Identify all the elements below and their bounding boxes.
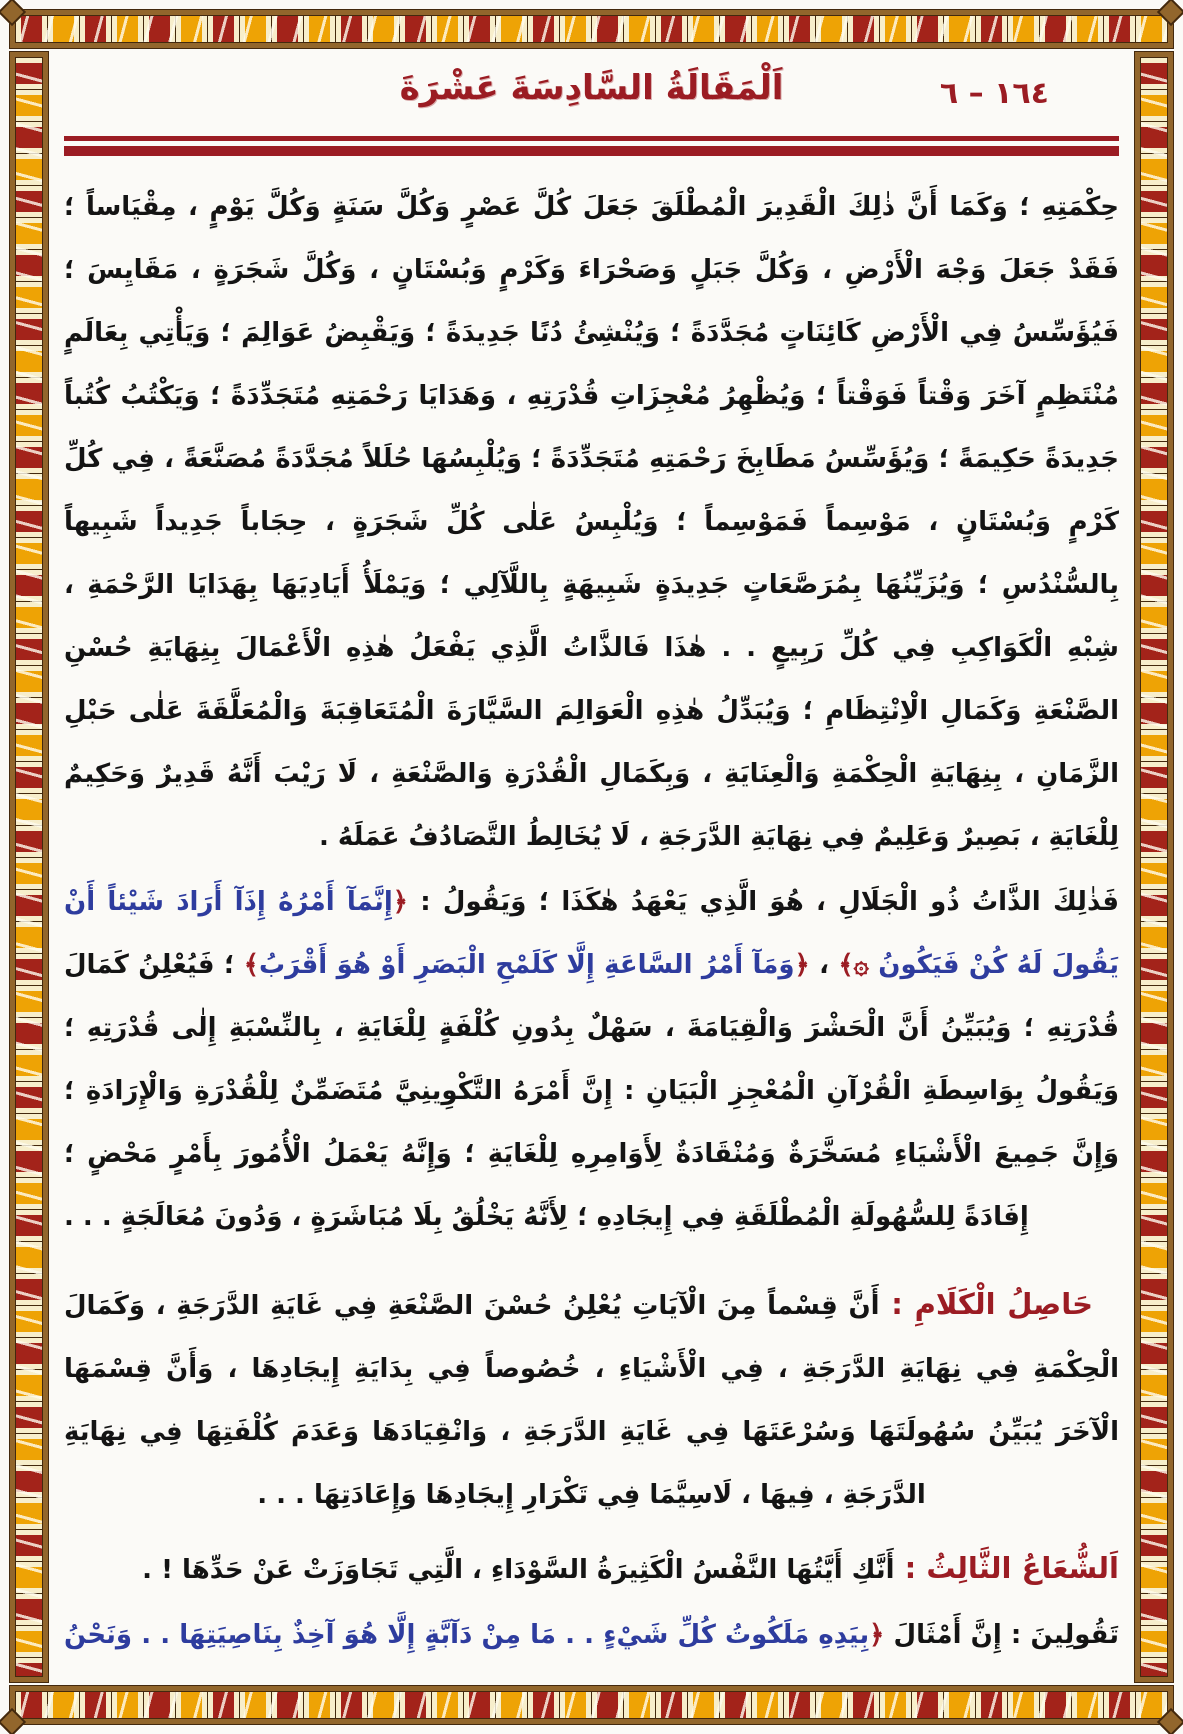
quran-verse: بِيَدِهِ مَلَكُوتُ كُلِّ شَيْءٍ . . مَا مِنْ دَآبَّةٍ إِلَّا هُوَ آخِذٌ بِنَاصِيَتِهَا . . وَنَحْنُ [64,1620,870,1650]
verses-paragraph [64,871,1119,1249]
text-run: أَنَّكِ أَيَّتُهَا النَّفْسُ الْكَثِيرَةُ السَّوْدَاءِ ، الَّتِي تَجَاوَزَتْ عَنْ حَدِّهَا ! . [142,1555,895,1585]
text-run: ؛ فَيُعْلِنُ كَمَالَ قُدْرَتِهِ ؛ وَيُبَيِّنُ أَنَّ الْحَشْرَ وَالْقِيَامَةَ ، سَهْلٌ بِدُونِ كُلْفَةٍ لِلْغَايَةِ ، بِالنِّسْبَةِ إِلٰى قُدْرَتِهِ ؛ وَيَقُولُ بِوَاسِطَةِ الْقُرْآنِ الْمُعْجِزِ الْبَيَانِ : إِنَّ أَمْرَهُ التَّكْوِينِيَّ مُتَضَمِّنٌ لِلْقُدْرَةِ وَالْإِرَادَةِ ؛ وَإِنَّ جَمِيعَ الْأَشْيَاءِ مُسَخَّرَةٌ وَمُنْقَادَةٌ لِأَوَامِرِهِ لِلْغَايَةِ ؛ وَإِنَّهُ يَعْمَلُ الْأُمُورَ بِأَمْرٍ مَحْضٍ ؛ إِفَادَةً لِلسُّهُولَةِ الْمُطْلَقَةِ فِي إِيجَادِهِ ؛ لِأَنَّهُ يَخْلُقُ بِلَا مُبَاشَرَةٍ ، وَدُونَ مُعَالَجَةٍ . . . [64,950,1119,1232]
opening-paragraph [64,176,1119,869]
summary-paragraph [64,1273,1119,1527]
section-heading: حَاصِلُ الْكَلَامِ : [879,1287,1093,1321]
text-run: ، [809,950,839,980]
quran-verse: وَمَآ أَمْرُ السَّاعَةِ إِلَّا كَلَمْحِ الْبَصَرِ أَوْ هُوَ أَقْرَبُ [258,950,795,980]
quran-verse: إِنَّمَآ أَمْرُهُ إِذَآ أَرَادَ شَيْئاً أَنْ يَقُولَ لَهُ كُنْ فَيَكُونُ [64,887,1119,980]
quran-bracket-ornament: ﴾ [243,950,259,980]
text-run: فَذٰلِكَ الذَّاتُ ذُو الْجَلَالِ ، هُوَ الَّذِي يَعْهَدُ هٰكَذَا ؛ وَيَقُولُ : [407,887,1119,917]
ornamental-border-top [10,10,1173,48]
quran-bracket-ornament: ﴿ [869,1620,885,1650]
header-divider [64,136,1119,156]
body-text [64,176,1119,1667]
page-header [64,58,1119,132]
page-content [64,58,1119,1676]
quran-bracket-ornament: ﴿ [794,950,810,980]
ornamental-border-right [1135,52,1173,1682]
quran-bracket-ornament: ۞﴾ [838,950,879,980]
text-run: حِكْمَتِهِ ؛ وَكَمَا أَنَّ ذٰلِكَ الْقَدِيرَ الْمُطْلَقَ جَعَلَ كُلَّ عَصْرٍ وَكُلَّ سَنَةٍ وَكُلَّ يَوْمٍ ، مِقْيَاساً ؛ فَقَدْ جَعَلَ وَجْهَ الْأَرْضِ ، وَكُلَّ جَبَلٍ وَصَحْرَاءَ وَكَرْمٍ وَبُسْتَانٍ ، وَكُلَّ شَجَرَةٍ ، مَقَايِسَ ؛ فَيُؤَسِّسُ فِي الْأَرْضِ كَائِنَاتٍ مُجَدَّدَةً ؛ وَيُنْشِئُ دُنًا جَدِيدَةً ؛ وَيَقْبِضُ عَوَالِمَ ؛ وَيَأْتِي بِعَالَمٍ مُنْتَظِمٍ آخَرَ وَقْتاً فَوَقْتاً ؛ وَيُظْهِرُ مُعْجِزَاتِ قُدْرَتِهِ ، وَهَدَايَا رَحْمَتِهِ مُتَجَدِّدَةً ؛ وَيَكْتُبُ كُتُباً جَدِيدَةً حَكِيمَةً ؛ وَيُؤَسِّسُ مَطَابِخَ رَحْمَتِهِ مُتَجَدِّدَةً ؛ وَيُلْبِسُهَا حُلَلاً مُجَدَّدَةً مُصَنَّعَةً ، فِي كُلِّ كَرْمٍ وَبُسْتَانٍ ، مَوْسِماً فَمَوْسِماً ؛ وَيُلْبِسُ عَلٰى كُلِّ شَجَرَةٍ ، حِجَاباً جَدِيداً شَبِيهاً بِالسُّنْدُسِ ؛ وَيُزَيِّنُهَا بِمُرَصَّعَاتٍ جَدِيدَةٍ شَبِيهَةٍ بِاللَّآلِي ؛ وَيَمْلَأُ أَيَادِيَهَا بِهَدَايَا الرَّحْمَةِ ، شِبْهِ الْكَوَاكِبِ فِي كُلِّ رَبِيعٍ . . هٰذَا فَالذَّاتُ الَّذِي يَفْعَلُ هٰذِهِ الْأَعْمَالَ بِنِهَايَةِ حُسْنِ الصَّنْعَةِ وَكَمَالِ الْاِنْتِظَامِ ؛ وَيُبَدِّلُ هٰذِهِ الْعَوَالِمَ السَّيَّارَةَ الْمُتَعَاقِبَةَ وَالْمُعَلَّقَةَ عَلٰى حَبْلِ الزَّمَانِ ، بِنِهَايَةِ الْحِكْمَةِ وَالْعِنَايَةِ ، وَبِكَمَالِ الْقُدْرَةِ وَالصَّنْعَةِ ، لَا رَيْبَ أَنَّهُ قَدِيرٌ وَحَكِيمٌ لِلْغَايَةِ ، بَصِيرٌ وَعَلِيمٌ فِي نِهَايَةِ الدَّرَجَةِ ، لَا يُخَالِطُ التَّصَادُفُ عَمَلَهُ . [64,192,1119,852]
text-run: أَنَّ قِسْماً مِنَ الْآيَاتِ يُعْلِنُ حُسْنَ الصَّنْعَةِ فِي غَايَةِ الدَّرَجَةِ ، وَكَمَالَ الْحِكْمَةِ فِي نِهَايَةِ الدَّرَجَةِ ، فِي الْأَشْيَاءِ ، خُصُوصاً فِي بِدَايَةِ إِيجَادِهَا ، وَأَنَّ قِسْمَهَا الْآخَرَ يُبَيِّنُ سُهُولَتَهَا وَسُرْعَتَهَا فِي غَايَةِ الدَّرَجَةِ ، وَانْقِيَادَهَا وَعَدَمَ كُلْفَتِهَا فِي نِهَايَةِ الدَّرَجَةِ ، فِيهَا ، لَاسِيَّمَا فِي تَكْرَارِ إِيجَادِهَا وَإِعَادَتِهَا . . . [64,1291,1119,1510]
text-run: تَقُولِينَ : إِنَّ أَمْثَالَ [884,1620,1119,1650]
ornamental-border-left [10,52,48,1682]
page-number: ١٦٤ – ٦ [939,76,1049,111]
quran-bracket-ornament: ﴿ [392,887,408,917]
ornamental-border-bottom [10,1686,1173,1724]
section-heading: اَلشُّعَاعُ الثَّالِثُ : [894,1551,1119,1585]
third-ray-paragraph [64,1537,1119,1602]
chapter-title: اَلْمَقَالَةُ السَّادِسَةَ عَشْرَةَ [399,68,784,108]
closing-paragraph [64,1604,1119,1667]
